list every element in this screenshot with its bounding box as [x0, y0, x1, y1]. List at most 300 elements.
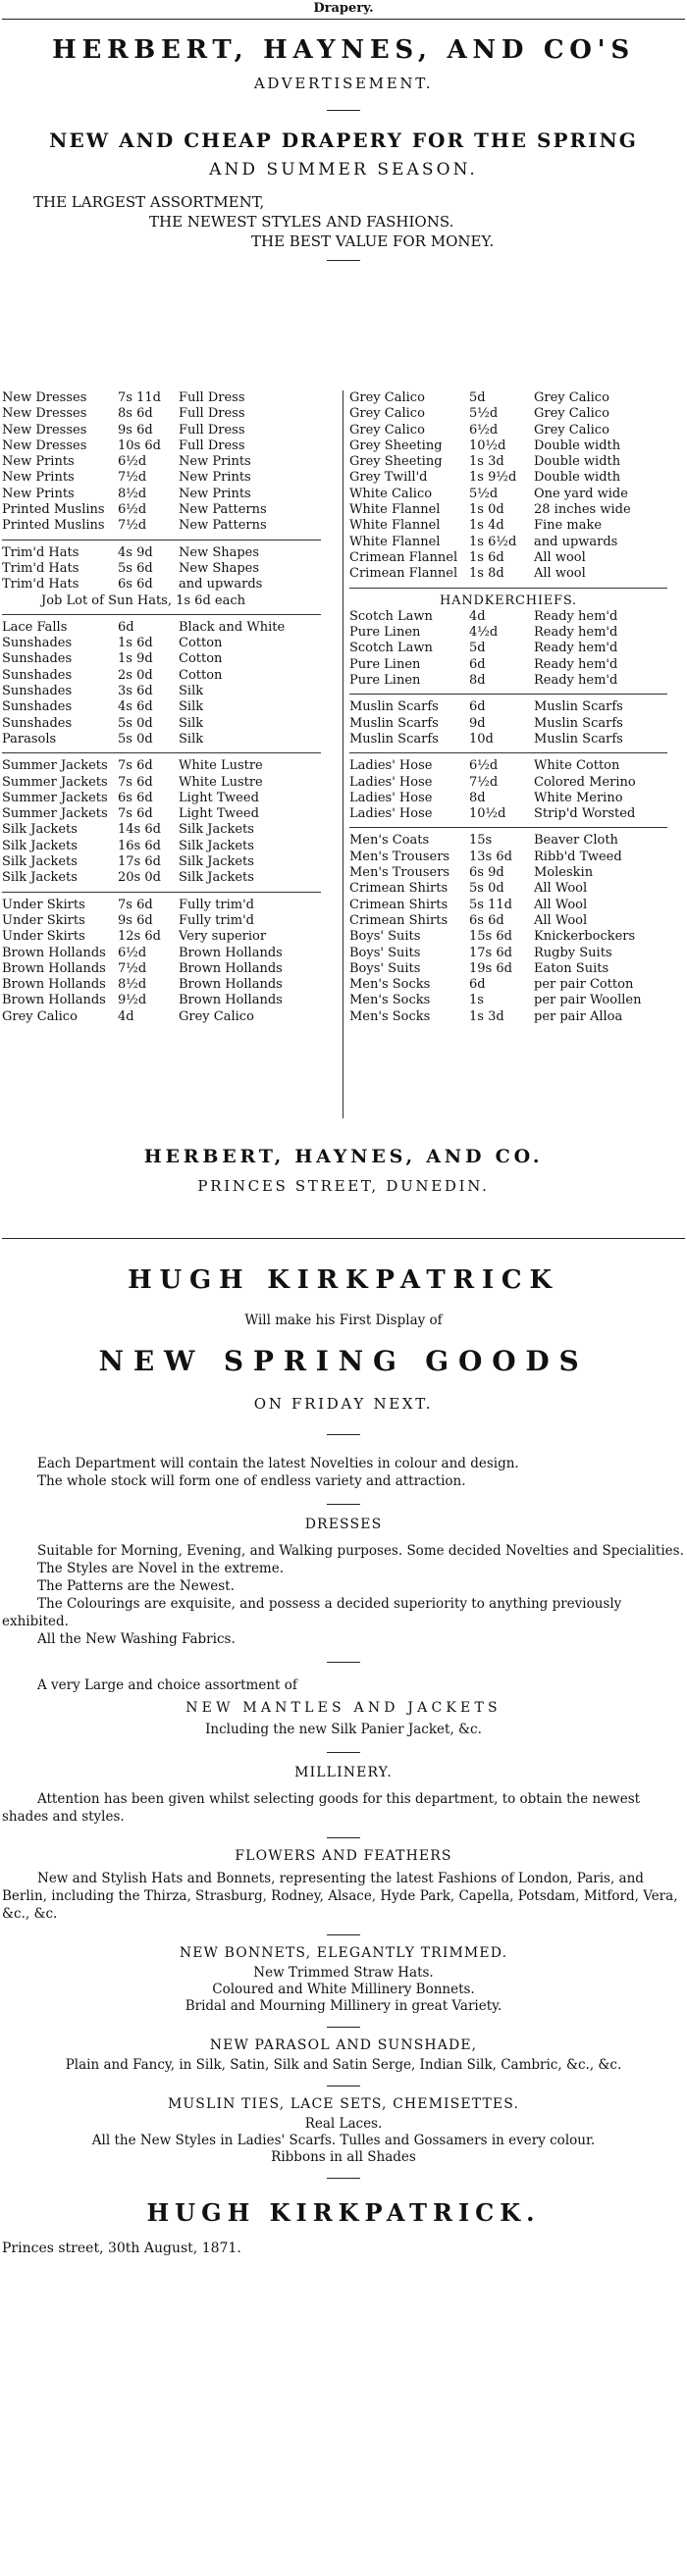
- price-row: [2, 561, 341, 577]
- price-price: 10½d: [469, 438, 506, 453]
- price-item: Brown Hollands: [2, 993, 106, 1008]
- price-row: [2, 806, 341, 822]
- price-price: 8½d: [118, 486, 147, 501]
- mantles-title: NEW MANTLES AND JACKETS: [185, 1700, 502, 1716]
- price-row: [2, 839, 341, 854]
- price-row: [2, 651, 341, 667]
- price-row: [2, 870, 341, 886]
- price-item: Ladies' Hose: [349, 806, 433, 822]
- price-desc: per pair Woollen: [534, 993, 642, 1008]
- price-item: Grey Twill'd: [349, 470, 428, 486]
- price-row: [2, 993, 341, 1008]
- price-price: 19s 6d: [469, 960, 512, 976]
- price-price: 9½d: [118, 993, 147, 1008]
- price-price: 7s 6d: [118, 774, 153, 790]
- price-row: [349, 850, 687, 865]
- price-item: Silk Jackets: [2, 870, 78, 886]
- muslin-line-3: Ribbons in all Shades: [271, 2149, 416, 2165]
- price-row: [2, 898, 341, 913]
- price-row: [349, 470, 687, 486]
- price-price: 3s 6d: [118, 684, 153, 699]
- group-divider: [2, 614, 321, 615]
- group-divider: [349, 752, 667, 753]
- group-divider: [2, 752, 321, 753]
- price-item: Men's Trousers: [349, 849, 450, 864]
- mantles-intro: A very Large and choice assortment of: [37, 1677, 297, 1693]
- price-desc: Muslin Scarfs: [534, 715, 623, 731]
- group-divider: [2, 892, 321, 893]
- price-desc: White Cotton: [534, 758, 620, 774]
- ad-separator-rule: [2, 1238, 685, 1239]
- price-price: 5½d: [469, 486, 499, 501]
- price-row: [2, 854, 341, 870]
- price-desc: Ready hem'd: [534, 656, 618, 672]
- price-price: 7s 6d: [118, 897, 153, 912]
- price-row: [2, 699, 341, 715]
- price-item: Pure Linen: [349, 673, 421, 689]
- price-item: Pure Linen: [349, 656, 421, 672]
- price-item: Grey Sheeting: [349, 438, 443, 453]
- price-item: Brown Hollands: [2, 945, 106, 960]
- ad1-subtitle: ADVERTISEMENT.: [253, 75, 434, 92]
- price-item: Ladies' Hose: [349, 790, 433, 805]
- price-price: 5½d: [469, 406, 499, 422]
- price-price: 6½d: [469, 758, 499, 774]
- price-item: Crimean Flannel: [349, 566, 458, 582]
- price-price: 1s 9½d: [469, 470, 517, 486]
- price-price: 1s 3d: [469, 1008, 504, 1024]
- price-item: Muslin Scarfs: [349, 699, 439, 715]
- price-row: [349, 775, 687, 791]
- price-desc: Silk Jackets: [179, 854, 254, 870]
- price-price: 4s 9d: [118, 544, 153, 560]
- price-desc: Ready hem'd: [534, 625, 618, 641]
- price-row: [2, 577, 341, 592]
- price-price: 8s 6d: [118, 406, 153, 422]
- price-desc: Grey Calico: [534, 390, 609, 405]
- price-price: 7½d: [118, 518, 147, 534]
- price-desc: New Prints: [179, 486, 251, 501]
- price-desc: Silk: [179, 731, 204, 747]
- price-price: 8d: [469, 673, 486, 689]
- bonnets-title: NEW BONNETS, ELEGANTLY TRIMMED.: [179, 1945, 508, 1961]
- price-desc: Silk: [179, 715, 204, 731]
- price-desc: Light Tweed: [179, 790, 259, 805]
- price-price: 13s 6d: [469, 849, 512, 864]
- price-desc: Full Dress: [179, 406, 245, 422]
- price-desc: Fully trim'd: [179, 897, 255, 912]
- price-desc: New Shapes: [179, 544, 260, 560]
- price-desc: Full Dress: [179, 438, 245, 453]
- price-desc: All wool: [534, 566, 586, 582]
- price-item: Under Skirts: [2, 897, 85, 912]
- price-row: [349, 946, 687, 961]
- price-price: 5d: [469, 641, 486, 656]
- price-item: Men's Socks: [349, 993, 431, 1008]
- price-item: Muslin Scarfs: [349, 731, 439, 747]
- price-price: 1s 8d: [469, 566, 504, 582]
- price-price: 16s 6d: [118, 838, 161, 853]
- price-price: 14s 6d: [118, 822, 161, 838]
- price-desc: Silk: [179, 684, 204, 699]
- price-item: White Flannel: [349, 518, 441, 534]
- price-desc: Grey Calico: [534, 422, 609, 438]
- price-price: 7s 6d: [118, 806, 153, 822]
- price-row: [2, 620, 341, 636]
- price-desc: Very superior: [179, 929, 267, 945]
- price-item: Boys' Suits: [349, 945, 421, 960]
- price-row: [349, 929, 687, 945]
- price-row: [2, 946, 341, 961]
- price-item: New Dresses: [2, 422, 87, 438]
- price-price: 1s: [469, 993, 484, 1008]
- price-row: [349, 732, 687, 747]
- price-item: Muslin Scarfs: [349, 715, 439, 731]
- price-row: [349, 961, 687, 977]
- price-desc: Fully trim'd: [179, 912, 255, 928]
- price-price: 4s 6d: [118, 699, 153, 715]
- price-item: Grey Calico: [349, 390, 425, 405]
- price-desc: per pair Alloa: [534, 1008, 623, 1024]
- price-item: Boys' Suits: [349, 960, 421, 976]
- price-item: Crimean Shirts: [349, 881, 449, 897]
- price-item: Men's Coats: [349, 833, 430, 849]
- price-price: 20s 0d: [118, 870, 161, 886]
- price-row: [2, 732, 341, 747]
- price-price: 10d: [469, 731, 494, 747]
- price-item: Grey Calico: [2, 1008, 78, 1024]
- price-row: [2, 961, 341, 977]
- price-desc: Double width: [534, 438, 621, 453]
- price-row: [2, 502, 341, 518]
- price-item: Brown Hollands: [2, 977, 106, 993]
- price-item: Silk Jackets: [2, 854, 78, 870]
- ad2-footer-date: Princes street, 30th August, 1871.: [2, 2241, 241, 2256]
- price-row: [349, 454, 687, 470]
- price-price: 9s 6d: [118, 422, 153, 438]
- price-item: Men's Socks: [349, 977, 431, 993]
- ad1-footer-name: HERBERT, HAYNES, AND CO.: [143, 1146, 544, 1167]
- price-price: 1s 0d: [469, 502, 504, 518]
- price-row: [2, 487, 341, 502]
- price-desc: White Lustre: [179, 758, 263, 774]
- price-row: [349, 609, 687, 625]
- ad2-title: HUGH KIRKPATRICK: [128, 1265, 559, 1295]
- price-desc: Brown Hollands: [179, 977, 283, 993]
- price-desc: New Patterns: [179, 518, 267, 534]
- price-row: [2, 470, 341, 486]
- price-desc: Full Dress: [179, 390, 245, 405]
- price-item: Sunshades: [2, 667, 73, 683]
- ad2-headline: NEW SPRING GOODS: [98, 1345, 589, 1377]
- dresses-line-2: The Styles are Novel in the extreme.: [37, 1561, 285, 1576]
- price-price: 17s 6d: [118, 854, 161, 870]
- price-item: Grey Calico: [349, 422, 425, 438]
- price-price: 1s 6d: [118, 636, 153, 651]
- price-row: [2, 929, 341, 945]
- price-row: [2, 518, 341, 534]
- handkerchiefs-heading: HANDKERCHIEFS.: [440, 592, 577, 608]
- price-item: Parasols: [2, 731, 57, 747]
- price-desc: New Patterns: [179, 502, 267, 518]
- price-desc: Colored Merino: [534, 774, 636, 790]
- price-desc: White Merino: [534, 790, 623, 805]
- price-row: [2, 636, 341, 651]
- price-item: Silk Jackets: [2, 838, 78, 853]
- price-desc: Muslin Scarfs: [534, 699, 623, 715]
- price-row: [2, 423, 341, 438]
- price-price: 1s 4d: [469, 518, 504, 534]
- price-price: 6d: [118, 619, 134, 635]
- price-price: 15s 6d: [469, 929, 512, 945]
- price-price: 5s 0d: [118, 715, 153, 731]
- price-price: 6s 9d: [469, 865, 504, 881]
- price-item: Crimean Flannel: [349, 549, 458, 565]
- price-price: 5s 6d: [118, 560, 153, 576]
- price-price: 7½d: [118, 470, 147, 486]
- millinery-text: Attention has been given whilst selecting goods for this department, to obtain the newest shades and styles.: [2, 1791, 641, 1825]
- price-row: [2, 913, 341, 929]
- price-row: [2, 977, 341, 993]
- price-desc: Black and White: [179, 619, 286, 635]
- price-desc: Cotton: [179, 636, 223, 651]
- price-row: [2, 758, 341, 774]
- price-price: 6d: [469, 656, 486, 672]
- price-item: Ladies' Hose: [349, 774, 433, 790]
- job-lot-note: Job Lot of Sun Hats, 1s 6d each: [41, 592, 246, 608]
- price-item: Grey Calico: [349, 406, 425, 422]
- price-row: [349, 502, 687, 518]
- dresses-line-1: Suitable for Morning, Evening, and Walking purposes. Some decided Novelties and Specialities.: [37, 1543, 684, 1559]
- price-item: Sunshades: [2, 699, 73, 715]
- page-header-label: Drapery.: [313, 1, 374, 16]
- price-item: Summer Jackets: [2, 806, 108, 822]
- price-row: [349, 390, 687, 406]
- price-item: White Calico: [349, 486, 433, 501]
- price-price: 12s 6d: [118, 929, 161, 945]
- bonnets-line-1: New Trimmed Straw Hats.: [253, 1965, 434, 1981]
- price-desc: Full Dress: [179, 422, 245, 438]
- price-desc: Ready hem'd: [534, 641, 618, 656]
- price-price: 1s 9d: [118, 651, 153, 667]
- price-item: Trim'd Hats: [2, 544, 79, 560]
- price-desc: Beaver Cloth: [534, 833, 618, 849]
- parasol-text: Plain and Fancy, in Silk, Satin, Silk and Satin Serge, Indian Silk, Cambric, &c., &c.: [65, 2057, 622, 2073]
- price-row: [349, 1009, 687, 1025]
- price-table-right: [349, 390, 687, 1025]
- price-price: 6d: [469, 977, 486, 993]
- top-rule: [2, 19, 685, 20]
- price-item: Crimean Shirts: [349, 897, 449, 912]
- price-row: [349, 625, 687, 641]
- price-price: 5s 0d: [118, 731, 153, 747]
- price-row: [2, 822, 341, 838]
- price-desc: per pair Cotton: [534, 977, 634, 993]
- ad1-headline-1: NEW AND CHEAP DRAPERY FOR THE SPRING: [49, 129, 638, 152]
- ad1-title: HERBERT, HAYNES, AND CO'S: [52, 35, 635, 65]
- price-price: 17s 6d: [469, 945, 512, 960]
- price-price: 6s 6d: [118, 577, 153, 592]
- price-item: Crimean Shirts: [349, 912, 449, 928]
- price-row: [349, 716, 687, 732]
- price-item: Summer Jackets: [2, 790, 108, 805]
- price-price: 9d: [469, 715, 486, 731]
- price-desc: Silk Jackets: [179, 870, 254, 886]
- price-price: 6½d: [118, 945, 147, 960]
- price-row: [349, 673, 687, 689]
- price-price: 1s 6½d: [469, 534, 517, 549]
- ad1-tagline-2: THE NEWEST STYLES AND FASHIONS.: [149, 213, 454, 231]
- price-item: New Dresses: [2, 406, 87, 422]
- dresses-line-4: The Colourings are exquisite, and possess a decided superiority to anything previously exhibited.: [2, 1596, 622, 1629]
- price-row: [2, 545, 341, 561]
- bonnets-line-2: Coloured and White Millinery Bonnets.: [212, 1982, 475, 1997]
- price-price: 6s 6d: [469, 912, 504, 928]
- ad1-tagline-1: THE LARGEST ASSORTMENT,: [33, 193, 265, 211]
- price-desc: Eaton Suits: [534, 960, 609, 976]
- price-row: [2, 716, 341, 732]
- price-item: Pure Linen: [349, 625, 421, 641]
- price-desc: Silk Jackets: [179, 838, 254, 853]
- price-row: [349, 518, 687, 534]
- price-item: Summer Jackets: [2, 758, 108, 774]
- ad2-date-line: ON FRIDAY NEXT.: [253, 1395, 434, 1413]
- price-desc: New Prints: [179, 454, 251, 470]
- price-item: Sunshades: [2, 636, 73, 651]
- price-item: Sunshades: [2, 651, 73, 667]
- muslin-title: MUSLIN TIES, LACE SETS, CHEMISETTES.: [167, 2096, 520, 2112]
- price-row: [349, 881, 687, 897]
- price-desc: All wool: [534, 549, 586, 565]
- price-price: 10½d: [469, 806, 506, 822]
- price-row: [349, 898, 687, 913]
- price-row: [2, 406, 341, 422]
- price-item: Under Skirts: [2, 912, 85, 928]
- parasol-title: NEW PARASOL AND SUNSHADE,: [209, 2037, 478, 2053]
- price-row: [349, 913, 687, 929]
- price-row: [2, 791, 341, 806]
- price-row: [349, 423, 687, 438]
- price-item: Scotch Lawn: [349, 608, 433, 624]
- dresses-title: DRESSES: [304, 1517, 383, 1532]
- price-item: Silk Jackets: [2, 822, 78, 838]
- price-row: [2, 438, 341, 454]
- ad1-footer: [0, 1146, 687, 1195]
- price-desc: and upwards: [179, 577, 263, 592]
- flowers-title: FLOWERS AND FEATHERS: [235, 1848, 452, 1864]
- muslin-line-2: All the New Styles in Ladies' Scarfs. Tulles and Gossamers in every colour.: [91, 2133, 596, 2148]
- price-price: 6d: [469, 699, 486, 715]
- price-price: 4d: [469, 608, 486, 624]
- price-item: New Dresses: [2, 390, 87, 405]
- price-desc: Muslin Scarfs: [534, 731, 623, 747]
- price-desc: New Prints: [179, 470, 251, 486]
- price-item: Printed Muslins: [2, 502, 105, 518]
- price-item: Lace Falls: [2, 619, 68, 635]
- price-price: 1s 3d: [469, 454, 504, 470]
- ad1-footer-address: PRINCES STREET, DUNEDIN.: [197, 1177, 490, 1195]
- price-price: 8½d: [118, 977, 147, 993]
- price-price: 15s: [469, 833, 493, 849]
- price-item: Men's Trousers: [349, 865, 450, 881]
- price-desc: All Wool: [534, 897, 588, 912]
- price-item: Scotch Lawn: [349, 641, 433, 656]
- price-row: [349, 758, 687, 774]
- price-table-left: [2, 390, 341, 1025]
- price-table: [0, 390, 687, 1118]
- price-desc: Grey Calico: [179, 1008, 254, 1024]
- price-desc: Double width: [534, 454, 621, 470]
- price-row: [349, 487, 687, 502]
- price-desc: Grey Calico: [534, 406, 609, 422]
- price-row: [2, 390, 341, 406]
- group-divider: [2, 540, 321, 541]
- price-item: Summer Jackets: [2, 774, 108, 790]
- price-price: 6½d: [118, 502, 147, 518]
- price-price: 9s 6d: [118, 912, 153, 928]
- price-row: [349, 993, 687, 1008]
- ad2-paragraph-1: Each Department will contain the latest Novelties in colour and design.: [37, 1456, 519, 1471]
- herbert-haynes-ad: [0, 35, 687, 261]
- group-divider: [349, 588, 667, 589]
- millinery-title: MILLINERY.: [294, 1765, 393, 1780]
- price-price: 5d: [469, 390, 486, 405]
- price-row: [349, 791, 687, 806]
- price-desc: Cotton: [179, 651, 223, 667]
- price-row: [349, 566, 687, 582]
- price-item: Trim'd Hats: [2, 577, 79, 592]
- price-item: Trim'd Hats: [2, 560, 79, 576]
- price-row: [349, 977, 687, 993]
- price-item: New Prints: [2, 454, 75, 470]
- price-row: [349, 833, 687, 849]
- price-desc: Silk Jackets: [179, 822, 254, 838]
- price-row: [2, 454, 341, 470]
- price-desc: Brown Hollands: [179, 993, 283, 1008]
- muslin-line-1: Real Laces.: [304, 2116, 383, 2132]
- group-divider: [349, 827, 667, 828]
- price-price: 7½d: [118, 960, 147, 976]
- price-desc: Ready hem'd: [534, 608, 618, 624]
- price-desc: All Wool: [534, 912, 588, 928]
- price-desc: Brown Hollands: [179, 960, 283, 976]
- price-price: 7s 6d: [118, 758, 153, 774]
- price-item: Printed Muslins: [2, 518, 105, 534]
- price-row: [349, 535, 687, 550]
- ad1-tagline-3: THE BEST VALUE FOR MONEY.: [251, 232, 495, 250]
- price-row: [2, 684, 341, 699]
- price-item: New Dresses: [2, 438, 87, 453]
- price-item: New Prints: [2, 486, 75, 501]
- price-item: Boys' Suits: [349, 929, 421, 945]
- price-row: [2, 1009, 341, 1025]
- price-row: [349, 641, 687, 656]
- price-desc: 28 inches wide: [534, 502, 631, 518]
- mantles-subtitle: Including the new Silk Panier Jacket, &c.: [205, 1722, 482, 1737]
- kirkpatrick-ad: [0, 1265, 687, 2257]
- price-desc: Light Tweed: [179, 806, 259, 822]
- price-desc: Silk: [179, 699, 204, 715]
- price-item: Men's Socks: [349, 1008, 431, 1024]
- dresses-line-3: The Patterns are the Newest.: [37, 1578, 235, 1594]
- price-price: 5s 11d: [469, 897, 512, 912]
- price-price: 1s 6d: [469, 549, 504, 565]
- price-desc: Brown Hollands: [179, 945, 283, 960]
- price-item: Sunshades: [2, 715, 73, 731]
- price-item: Under Skirts: [2, 929, 85, 945]
- price-price: 4½d: [469, 625, 499, 641]
- price-price: 6s 6d: [118, 790, 153, 805]
